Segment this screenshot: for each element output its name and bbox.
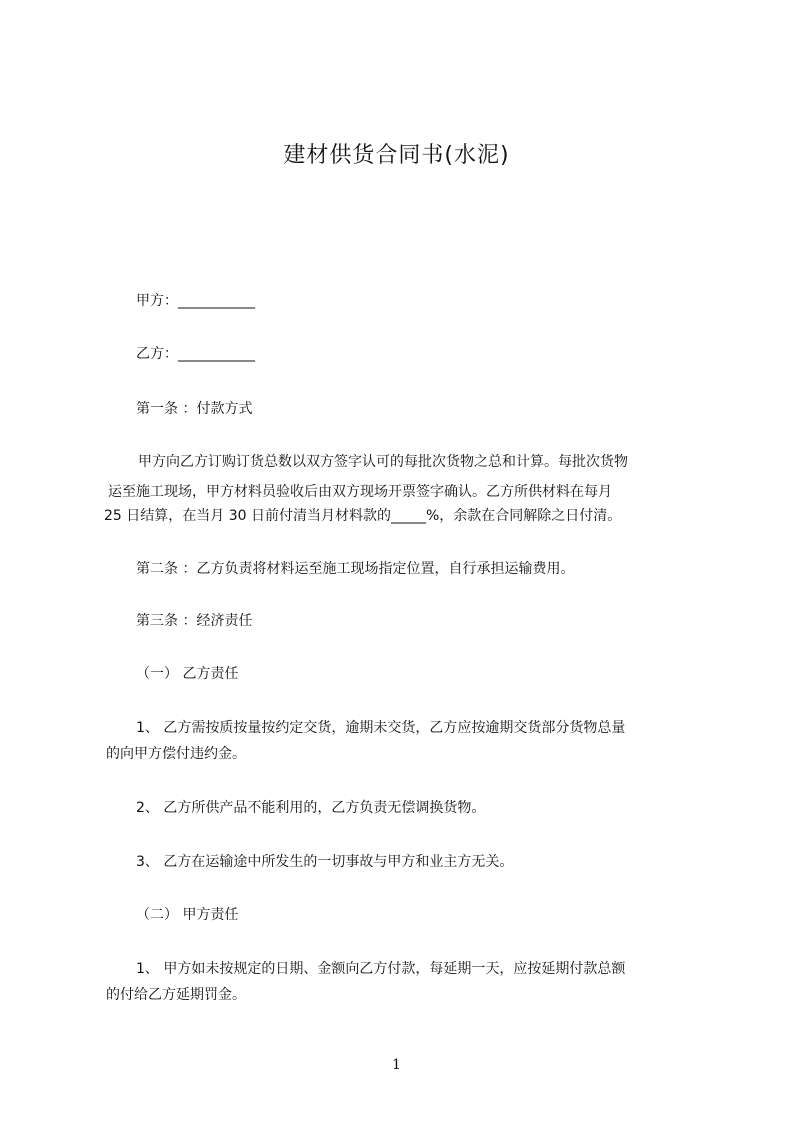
section-1-item-1-line-1: 1、 乙方需按质按量按约定交货，逾期未交货，乙方应按逾期交货部分货物总量 xyxy=(136,720,626,736)
article-3-heading: 第三条 ：经济责任 xyxy=(136,613,253,629)
party-b-line: 乙方：___________ xyxy=(136,346,255,362)
section-1-heading: （一） 乙方责任 xyxy=(136,666,239,682)
article-1-body-line-3: 25 日结算，在当月 30 日前付清当月材料款的_____%，余款在合同解除之日付清。 xyxy=(104,508,622,524)
section-1-item-3: 3、 乙方在运输途中所发生的一切事故与甲方和业主方无关。 xyxy=(136,854,514,870)
article-1-heading: 第一条 ：付款方式 xyxy=(136,401,253,417)
page-number: 1 xyxy=(392,1057,401,1073)
party-a-line: 甲方：___________ xyxy=(136,293,255,309)
section-1-item-1-line-2: 的向甲方偿付违约金。 xyxy=(106,746,246,762)
article-1-body-line-1: 甲方向乙方订购订货总数以双方签字认可的每批次货物之总和计算。每批次货物 xyxy=(138,454,628,470)
section-2-heading: （二） 甲方责任 xyxy=(136,907,239,923)
section-2-item-1-line-2: 的付给乙方延期罚金。 xyxy=(106,987,246,1003)
document-title: 建材供货合同书(水泥) xyxy=(283,143,510,168)
section-2-item-1-line-1: 1、 甲方如未按规定的日期、金额向乙方付款，每延期一天，应按延期付款总额 xyxy=(136,961,626,977)
article-1-body-line-2: 运至施工现场，甲方材料员验收后由双方现场开票签字确认。乙方所供材料在每月 xyxy=(108,484,612,500)
article-2: 第二条 ：乙方负责将材料运至施工现场指定位置，自行承担运输费用。 xyxy=(136,561,575,577)
section-1-item-2: 2、 乙方所供产品不能利用的，乙方负责无偿调换货物。 xyxy=(136,800,486,816)
